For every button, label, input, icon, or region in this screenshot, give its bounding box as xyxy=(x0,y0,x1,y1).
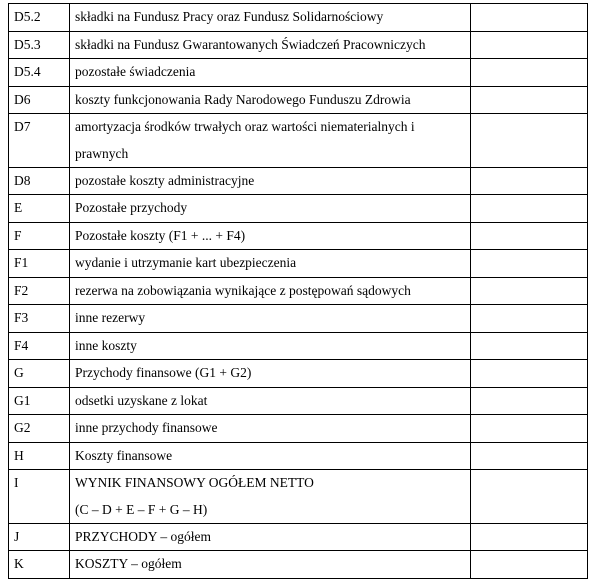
table-row xyxy=(9,332,588,360)
row-description-line: PRZYCHODY – ogółem xyxy=(75,528,212,544)
row-description-line: prawnych xyxy=(75,145,129,161)
row-description xyxy=(70,332,471,360)
row-code: K xyxy=(9,551,70,579)
row-code: D5.3 xyxy=(9,31,70,59)
table-row xyxy=(9,167,588,195)
row-value-cell xyxy=(471,59,588,87)
row-code: E xyxy=(9,195,70,223)
row-description-line: składki na Fundusz Gwarantowanych Świadczeń Pracowniczych xyxy=(75,36,426,52)
row-description-line: Pozostałe przychody xyxy=(75,200,188,215)
row-value-cell xyxy=(471,250,588,278)
row-value-cell xyxy=(471,415,588,443)
row-description xyxy=(70,415,471,443)
row-value-cell xyxy=(471,4,588,32)
row-description-line: Koszty finansowe xyxy=(75,447,173,463)
table-row xyxy=(9,415,588,443)
row-value-cell xyxy=(471,195,588,223)
financial-statement-table xyxy=(8,3,588,579)
row-value-cell xyxy=(471,387,588,415)
row-value-cell xyxy=(471,470,588,524)
row-code: F3 xyxy=(9,305,70,333)
row-code: D6 xyxy=(9,86,70,114)
row-description-line: Pozostałe koszty (F1 + ... + F4) xyxy=(75,227,246,243)
row-description-line: składki na Fundusz Pracy oraz Fundusz Solidarnościowy xyxy=(75,9,384,24)
row-description-line: KOSZTY – ogółem xyxy=(75,556,182,571)
table-row xyxy=(9,442,588,470)
row-description xyxy=(70,305,471,333)
table-row xyxy=(9,387,588,415)
row-code: F xyxy=(9,222,70,250)
row-description xyxy=(70,387,471,415)
row-description-line: WYNIK FINANSOWY OGÓŁEM NETTO xyxy=(75,475,314,490)
table-row xyxy=(9,195,588,223)
row-description xyxy=(70,523,471,551)
table-row xyxy=(9,114,588,168)
table-row xyxy=(9,86,588,114)
row-description xyxy=(70,360,471,388)
row-description xyxy=(70,114,471,168)
row-description-line: pozostałe koszty administracyjne xyxy=(75,172,255,188)
row-description xyxy=(70,222,471,250)
table-row xyxy=(9,4,588,32)
table-row xyxy=(9,523,588,551)
row-description-line: pozostałe świadczenia xyxy=(75,64,196,79)
row-description-line: odsetki uzyskane z lokat xyxy=(75,392,208,408)
row-code: D5.4 xyxy=(9,59,70,87)
table-row xyxy=(9,551,588,579)
row-description-line: inne przychody finansowe xyxy=(75,420,218,435)
row-code: G1 xyxy=(9,387,70,415)
row-code: D8 xyxy=(9,167,70,195)
row-code: F4 xyxy=(9,332,70,360)
table-row xyxy=(9,222,588,250)
table-row xyxy=(9,360,588,388)
row-value-cell xyxy=(471,31,588,59)
row-description-line: inne koszty xyxy=(75,337,137,353)
row-value-cell xyxy=(471,114,588,168)
row-code: G xyxy=(9,360,70,388)
row-description xyxy=(70,442,471,470)
row-description xyxy=(70,167,471,195)
row-code: G2 xyxy=(9,415,70,443)
row-value-cell xyxy=(471,360,588,388)
row-value-cell xyxy=(471,442,588,470)
table-body xyxy=(9,4,588,579)
row-description xyxy=(70,250,471,278)
table-row xyxy=(9,250,588,278)
table-row xyxy=(9,305,588,333)
row-description-line: inne rezerwy xyxy=(75,310,146,325)
row-value-cell xyxy=(471,277,588,305)
row-description-line: amortyzacja środków trwałych oraz wartości niematerialnych i xyxy=(75,119,415,134)
row-value-cell xyxy=(471,86,588,114)
row-code: F2 xyxy=(9,277,70,305)
row-description xyxy=(70,59,471,87)
table-row xyxy=(9,31,588,59)
row-description xyxy=(70,31,471,59)
table-row xyxy=(9,470,588,524)
row-value-cell xyxy=(471,551,588,579)
row-description-line: Przychody finansowe (G1 + G2) xyxy=(75,365,252,380)
row-code: J xyxy=(9,523,70,551)
row-value-cell xyxy=(471,332,588,360)
row-value-cell xyxy=(471,222,588,250)
table-row xyxy=(9,277,588,305)
row-description xyxy=(70,86,471,114)
row-description-line: (C – D + E – F + G – H) xyxy=(75,501,208,517)
row-value-cell xyxy=(471,305,588,333)
row-description xyxy=(70,470,471,524)
row-description xyxy=(70,551,471,579)
row-code: D5.2 xyxy=(9,4,70,32)
row-code: D7 xyxy=(9,114,70,168)
row-description-line: wydanie i utrzymanie kart ubezpieczenia xyxy=(75,255,297,270)
table-row xyxy=(9,59,588,87)
row-description-line: rezerwa na zobowiązania wynikające z postępowań sądowych xyxy=(75,282,411,298)
row-code: I xyxy=(9,470,70,524)
row-description xyxy=(70,195,471,223)
row-description-line: koszty funkcjonowania Rady Narodowego Funduszu Zdrowia xyxy=(75,91,411,107)
row-code: F1 xyxy=(9,250,70,278)
row-value-cell xyxy=(471,523,588,551)
row-description xyxy=(70,4,471,32)
row-description xyxy=(70,277,471,305)
row-code: H xyxy=(9,442,70,470)
row-value-cell xyxy=(471,167,588,195)
